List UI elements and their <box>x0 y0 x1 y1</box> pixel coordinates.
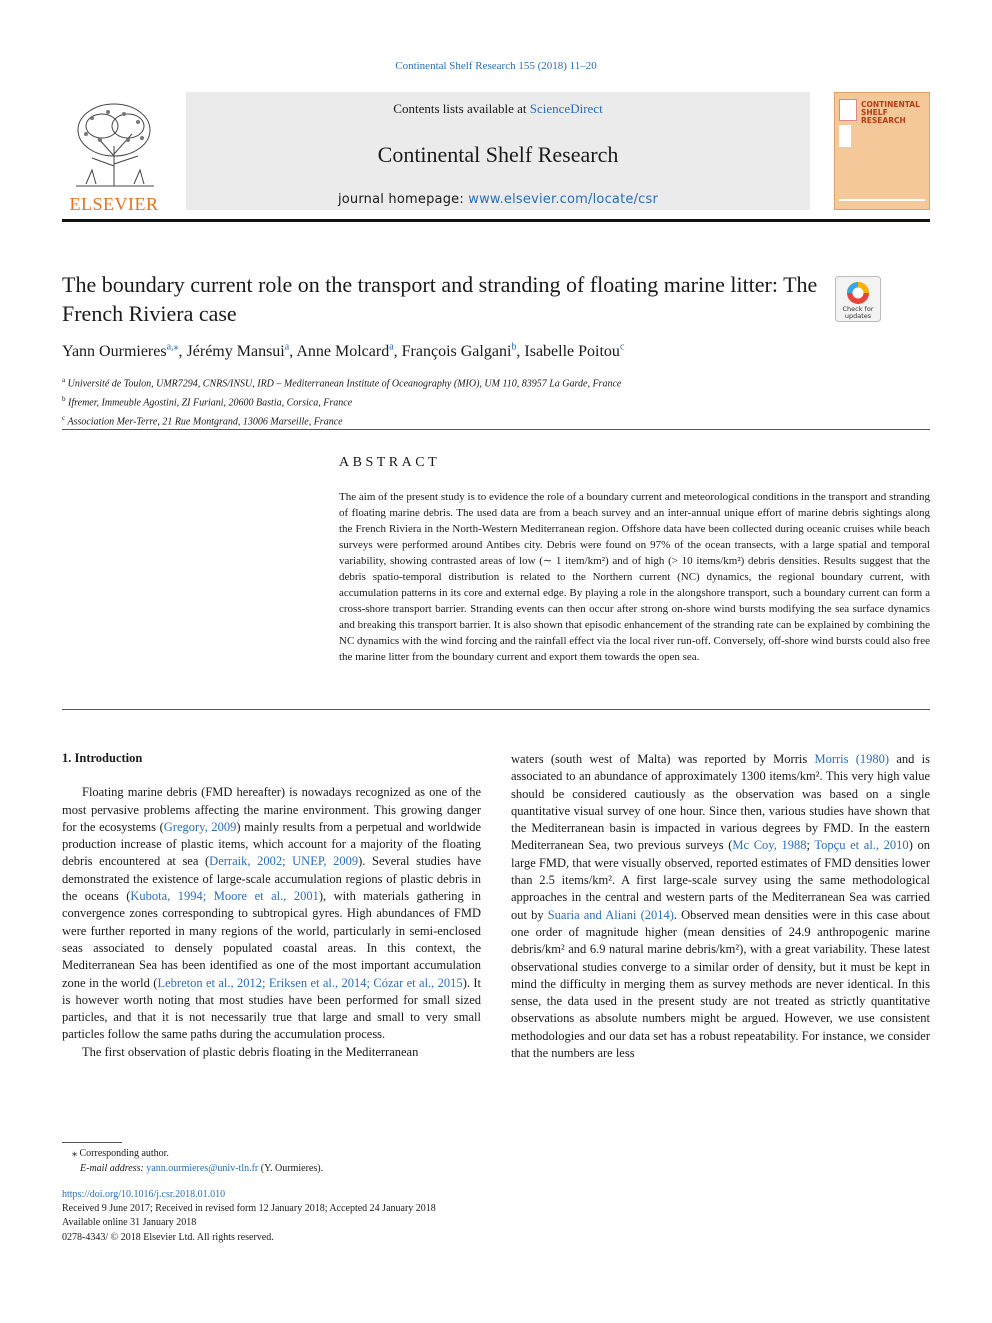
sciencedirect-link[interactable]: ScienceDirect <box>529 101 603 116</box>
cover-footer-line <box>839 199 925 201</box>
text-run: Floating marine debris (FMD hereafter) is nowadays recognized as one of the most pervasive problems affecting the marine environment. This growing danger for the ecosystems ( <box>62 785 481 834</box>
citation-link[interactable]: Mc Coy, 1988 <box>732 838 807 853</box>
doi-link[interactable]: https://doi.org/10.1016/j.csr.2018.01.010 <box>62 1189 226 1200</box>
text-run: ) mainly results from a perpetual and worldwide production increase of plastic items, which account for a majority of the floating debris encountered at sea ( <box>62 819 481 869</box>
paragraph <box>62 784 481 1043</box>
affiliation-divider <box>62 429 930 430</box>
text-run: ). It is however worth noting that most studies have been performed for small sized particles, and that it is not necessarily true that large and small to very small particles follow the same paths during the accumulation process. <box>62 975 481 1042</box>
body-column-right <box>511 751 930 1062</box>
history-dates: Received 9 June 2017; Received in revised form 12 January 2018; Accepted 24 January 2018 <box>62 1203 436 1215</box>
contents-line: Contents lists available at ScienceDirect <box>393 101 603 116</box>
affiliation-list <box>62 373 922 429</box>
journal-header <box>62 92 930 214</box>
author: Yann Ourmieres$^{a,⁎}$, <box>62 342 187 361</box>
paragraph: The first observation of plastic debris floating in the Mediterranean <box>82 1044 419 1059</box>
cover-text-block <box>839 125 851 147</box>
check-for-updates-badge[interactable] <box>835 276 881 322</box>
cover-title: CONTINENTAL SHELF RESEARCH <box>861 100 920 125</box>
crossmark-label-2: updates <box>844 312 872 320</box>
author: Anne Molcard$^a$, <box>296 342 402 361</box>
journal-banner <box>186 92 810 210</box>
author-affiliation-mark[interactable]: a <box>389 342 394 353</box>
author: Isabelle Poitou$^c$ <box>524 342 625 361</box>
text-run: ). Several studies have demonstrated the existence of large-scale accumulation regions of plastic debris in the oceans ( <box>62 854 482 904</box>
crossmark-label-1: Check for <box>842 305 874 313</box>
paragraph <box>511 751 930 1062</box>
author-list <box>62 342 922 361</box>
author: François Galgani$^b$, <box>401 342 525 361</box>
citation-link[interactable]: Kubota, 1994; Moore et al., 2001 <box>130 889 319 904</box>
citation-link[interactable]: Gregory, 2009 <box>163 819 237 834</box>
abstract-divider <box>62 709 930 710</box>
text-run: and is associated to an abundance of approximately 1300 items/km². This very high value should be considered cautiously as the observation was based on a single quantitative visual survey of one hour. Since then, various studies have shown that the Mediterranean basin is impacted in various degrees by FMD. In the eastern Mediterranean Sea, two previous surveys ( <box>511 752 930 853</box>
elsevier-logo[interactable] <box>62 96 166 214</box>
journal-name: Continental Shelf Research <box>377 142 619 167</box>
publisher-name: ELSEVIER <box>69 194 159 214</box>
citation-link[interactable]: Derraik, 2002; UNEP, 2009 <box>209 854 359 869</box>
text-run: . Observed mean densities were in this case about one order of magnitude higher (mean densities of 24.9 anthropogenic marine debris/km² and 6.9 natural marine debris/km²), with a great variability. These latest observational studies converge to a similar order of density, but it must be kept in mind the difficulty in merging them as survey methods are never identical. In this sense, the data used in the present study are not treated as strictly quantitative observations as absolute numbers might be argued. However, we use consistent methodologies and our data set has a robust repeatability. For instance, we consider that the numbers are less <box>511 907 930 1061</box>
author-affiliation-mark[interactable]: c <box>619 342 625 353</box>
citation-link[interactable]: Suaria and Aliani (2014) <box>547 907 674 922</box>
affiliation: $^a$ Université de Toulon, UMR7294, CNRS/INSU, IRD – Mediterranean Institute of Oceanography (MIO), UM 110, 83957 La Garde, France <box>62 376 622 390</box>
homepage-line: journal homepage: www.elsevier.com/locate/csr <box>337 192 659 207</box>
section-heading-introduction: 1. Introduction <box>62 751 143 765</box>
footnote-divider <box>62 1142 122 1143</box>
text-run: ; <box>806 838 815 853</box>
article-metadata <box>62 1188 662 1245</box>
text-run: waters (south west of Malta) was reported by Morris <box>511 752 815 766</box>
abstract-body: The aim of the present study is to evidence the role of a boundary current and meteorological conditions in the transport and stranding of floating marine debris. The used data are from a beach survey and an inter-annual unique effort of marine debris sightings along the French Riviera in the North-Western Mediterranean region. Offshore data have been collected during oceanic cruises while beach surveys were performed around Antibes city. Debris were found on 97% of the ocean transects, with a large spatial and temporal variability, showing contrasted areas of low (∼ 1 item/km²) and of high (> 10 items/km²) debris densities. Results suggest that the debris spatio-temporal distribution is related to the Northern current (NC) dynamics, the regional boundary current, with accumulation patterns in its core and external edge. By playing a role in the alongshore transport, such a boundary current can form a cross-shore transport barrier. Stranding events can then occur after strong on-shore wind bursts modifying the sea surface dynamics and breaking this transport barrier. It is also shown that episodic enhancement of the stranding rate can be explained by combining the NC dynamics with the wind forcing and the rainfall effect via the local river run-off. Conversely, off-shore wind bursts could also free the marine litter from the boundary current and export them towards the open sea. <box>339 491 930 663</box>
author: Jérémy Mansui$^a$, <box>186 342 297 361</box>
citation-link[interactable]: Morris (1980) <box>814 752 890 766</box>
header-divider <box>62 219 930 222</box>
body-column-left <box>62 750 481 1061</box>
journal-cover-thumbnail[interactable] <box>834 92 930 210</box>
email-note: E-mail address: yann.ourmieres@univ-tln.fr (Y. Ourmieres). <box>80 1163 324 1174</box>
journal-homepage-link[interactable]: www.elsevier.com/locate/csr <box>468 192 659 207</box>
journal-citation-link[interactable]: Continental Shelf Research 155 (2018) 11–20 <box>395 60 597 72</box>
author-affiliation-mark[interactable]: a,⁎ <box>166 342 179 353</box>
author-email-link[interactable]: yann.ourmieres@univ-tln.fr <box>146 1163 259 1174</box>
affiliation: $^c$ Association Mer-Terre, 21 Rue Montgrand, 13006 Marseille, France <box>62 413 343 427</box>
citation-link[interactable]: Lebreton et al., 2012; Eriksen et al., 2014; Cózar et al., 2015 <box>157 975 463 990</box>
author-affiliation-mark[interactable]: a <box>284 342 290 353</box>
article-title: The boundary current role on the transport and stranding of floating marine litter: The French Riviera case <box>62 272 818 326</box>
cover-emblem <box>839 99 857 121</box>
available-online: Available online 31 January 2018 <box>62 1217 197 1229</box>
abstract-heading: ABSTRACT <box>339 455 441 470</box>
citation-link[interactable]: Topçu et al., 2010 <box>814 838 909 853</box>
copyright: 0278-4343/ © 2018 Elsevier Ltd. All rights reserved. <box>62 1231 274 1243</box>
affiliation: $^b$ Ifremer, Immeuble Agostini, ZI Furiani, 20600 Bastia, Corsica, France <box>62 394 353 409</box>
text-run: ), with materials gathering in convergence zones corresponding to subtropical gyres. High abundances of FMD were further reported in many regions of the world, particularly in semi-enclosed seas associated to densely populated coastal areas. In this context, the Mediterranean Sea has been identified as one of the most important accumulation zone in the world ( <box>62 889 481 990</box>
text-run: ) on large FMD, that were visually observed, reported estimates of FMD densities lower than 2.5 items/km². A first large-scale survey using the same methodological approaches in the central and western parts of the Mediterranean Sea was carried out by <box>511 838 930 922</box>
author-affiliation-mark[interactable]: b <box>511 342 517 353</box>
footnotes <box>62 1146 562 1176</box>
corresponding-author-note: ⁎ Corresponding author. <box>72 1148 169 1159</box>
